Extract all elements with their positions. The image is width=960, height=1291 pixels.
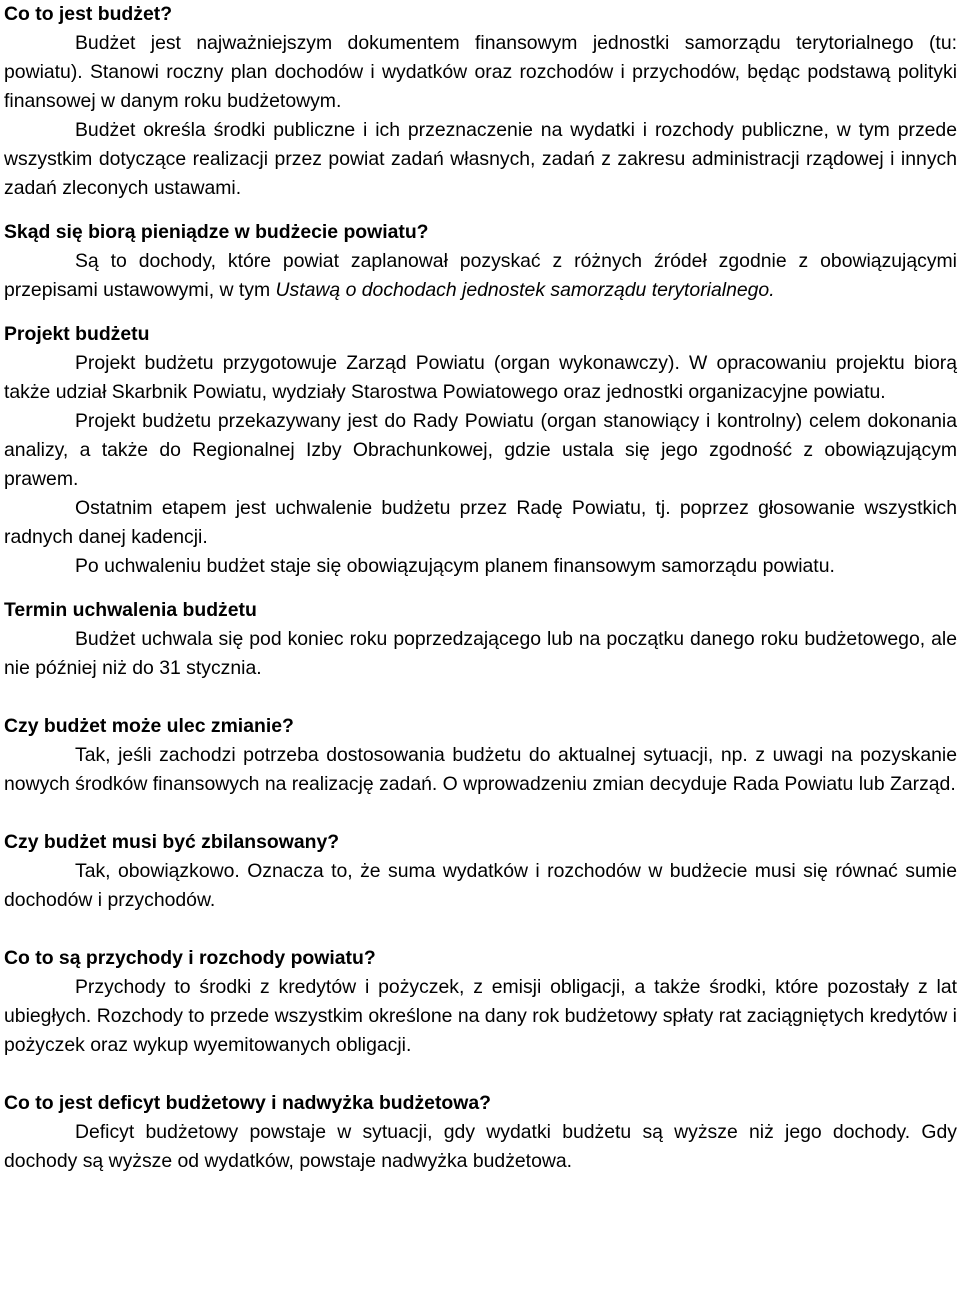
heading-budget-draft: Projekt budżetu [4,323,150,345]
paragraph [4,247,957,305]
paragraph: Budżet jest najważniejszym dokumentem finansowym jednostki samorządu terytorialnego (tu: powiatu). Stanowi roczny plan dochodów i wydatków oraz rozchodów i przychodów, będąc podstawą polityki finansowej w danym roku budżetowym. [4,32,957,112]
paragraph: Przychody to środki z kredytów i pożyczek, z emisji obligacji, a także środki, które pozostały z lat ubiegłych. Rozchody to przede wszystkim określone na dany rok budżetowy spłaty rat zaciągniętych kredytów i pożyczek oraz wykup wyemitowanych obligacji. [4,976,957,1056]
heading-balanced-budget: Czy budżet musi być zbilansowany? [4,831,340,853]
heading-adoption-deadline: Termin uchwalenia budżetu [4,599,257,621]
heading-budget-change: Czy budżet może ulec zmianie? [4,715,294,737]
act-title: Ustawą o dochodach jednostek samorządu terytorialnego. [275,279,775,301]
spacer [4,1060,957,1089]
paragraph: Budżet określa środki publiczne i ich przeznaczenie na wydatki i rozchody publiczne, w tym przede wszystkim dotyczące realizacji przez powiat zadań własnych, zadań z zakresu administracji rządowej i innych zadań zleconych ustawami. [4,119,957,199]
paragraph: Tak, jeśli zachodzi potrzeba dostosowania budżetu do aktualnej sytuacji, np. z uwagi na pozyskanie nowych środków finansowych na realizację zadań. O wprowadzeniu zmian decyduje Rada Powiatu lub Zarząd. [4,744,957,795]
spacer [4,683,957,712]
spacer [4,581,957,596]
paragraph: Budżet uchwala się pod koniec roku poprzedzającego lub na początku danego roku budżetowego, ale nie później niż do 31 stycznia. [4,628,957,679]
paragraph: Projekt budżetu przekazywany jest do Rady Powiatu (organ stanowiący i kontrolny) celem dokonania analizy, a także do Regionalnej Izby Obrachunkowej, gdzie ustala się jego zgodność z obowiązującym prawem. [4,410,957,490]
paragraph: Deficyt budżetowy powstaje w sytuacji, gdy wydatki budżetu są wyższe niż jego dochody. Gdy dochody są wyższe od wydatków, powstaje nadwyżka budżetowa. [4,1121,957,1172]
paragraph-text: Są to dochody, które powiat zaplanował pozyskać z różnych źródeł zgodnie z obowiązującymi przepisami ustawowymi, w tym [4,250,957,301]
heading-deficit-surplus: Co to jest deficyt budżetowy i nadwyżka budżetowa? [4,1092,491,1114]
heading-money-source: Skąd się biorą pieniądze w budżecie powiatu? [4,221,429,243]
spacer [4,305,957,320]
heading-revenues-expenditures: Co to są przychody i rozchody powiatu? [4,947,376,969]
paragraph: Projekt budżetu przygotowuje Zarząd Powiatu (organ wykonawczy). W opracowaniu projektu biorą także udział Skarbnik Powiatu, wydziały Starostwa Powiatowego oraz jednostki organizacyjne powiatu. [4,352,957,403]
paragraph: Po uchwaleniu budżet staje się obowiązującym planem finansowym samorządu powiatu. [75,555,835,577]
paragraph: Ostatnim etapem jest uchwalenie budżetu przez Radę Powiatu, tj. poprzez głosowanie wszystkich radnych danej kadencji. [4,497,957,548]
heading-what-is-budget: Co to jest budżet? [4,3,173,25]
spacer [4,203,957,218]
spacer [4,915,957,944]
paragraph: Tak, obowiązkowo. Oznacza to, że suma wydatków i rozchodów w budżecie musi się równać sumie dochodów i przychodów. [4,860,957,911]
spacer [4,799,957,828]
